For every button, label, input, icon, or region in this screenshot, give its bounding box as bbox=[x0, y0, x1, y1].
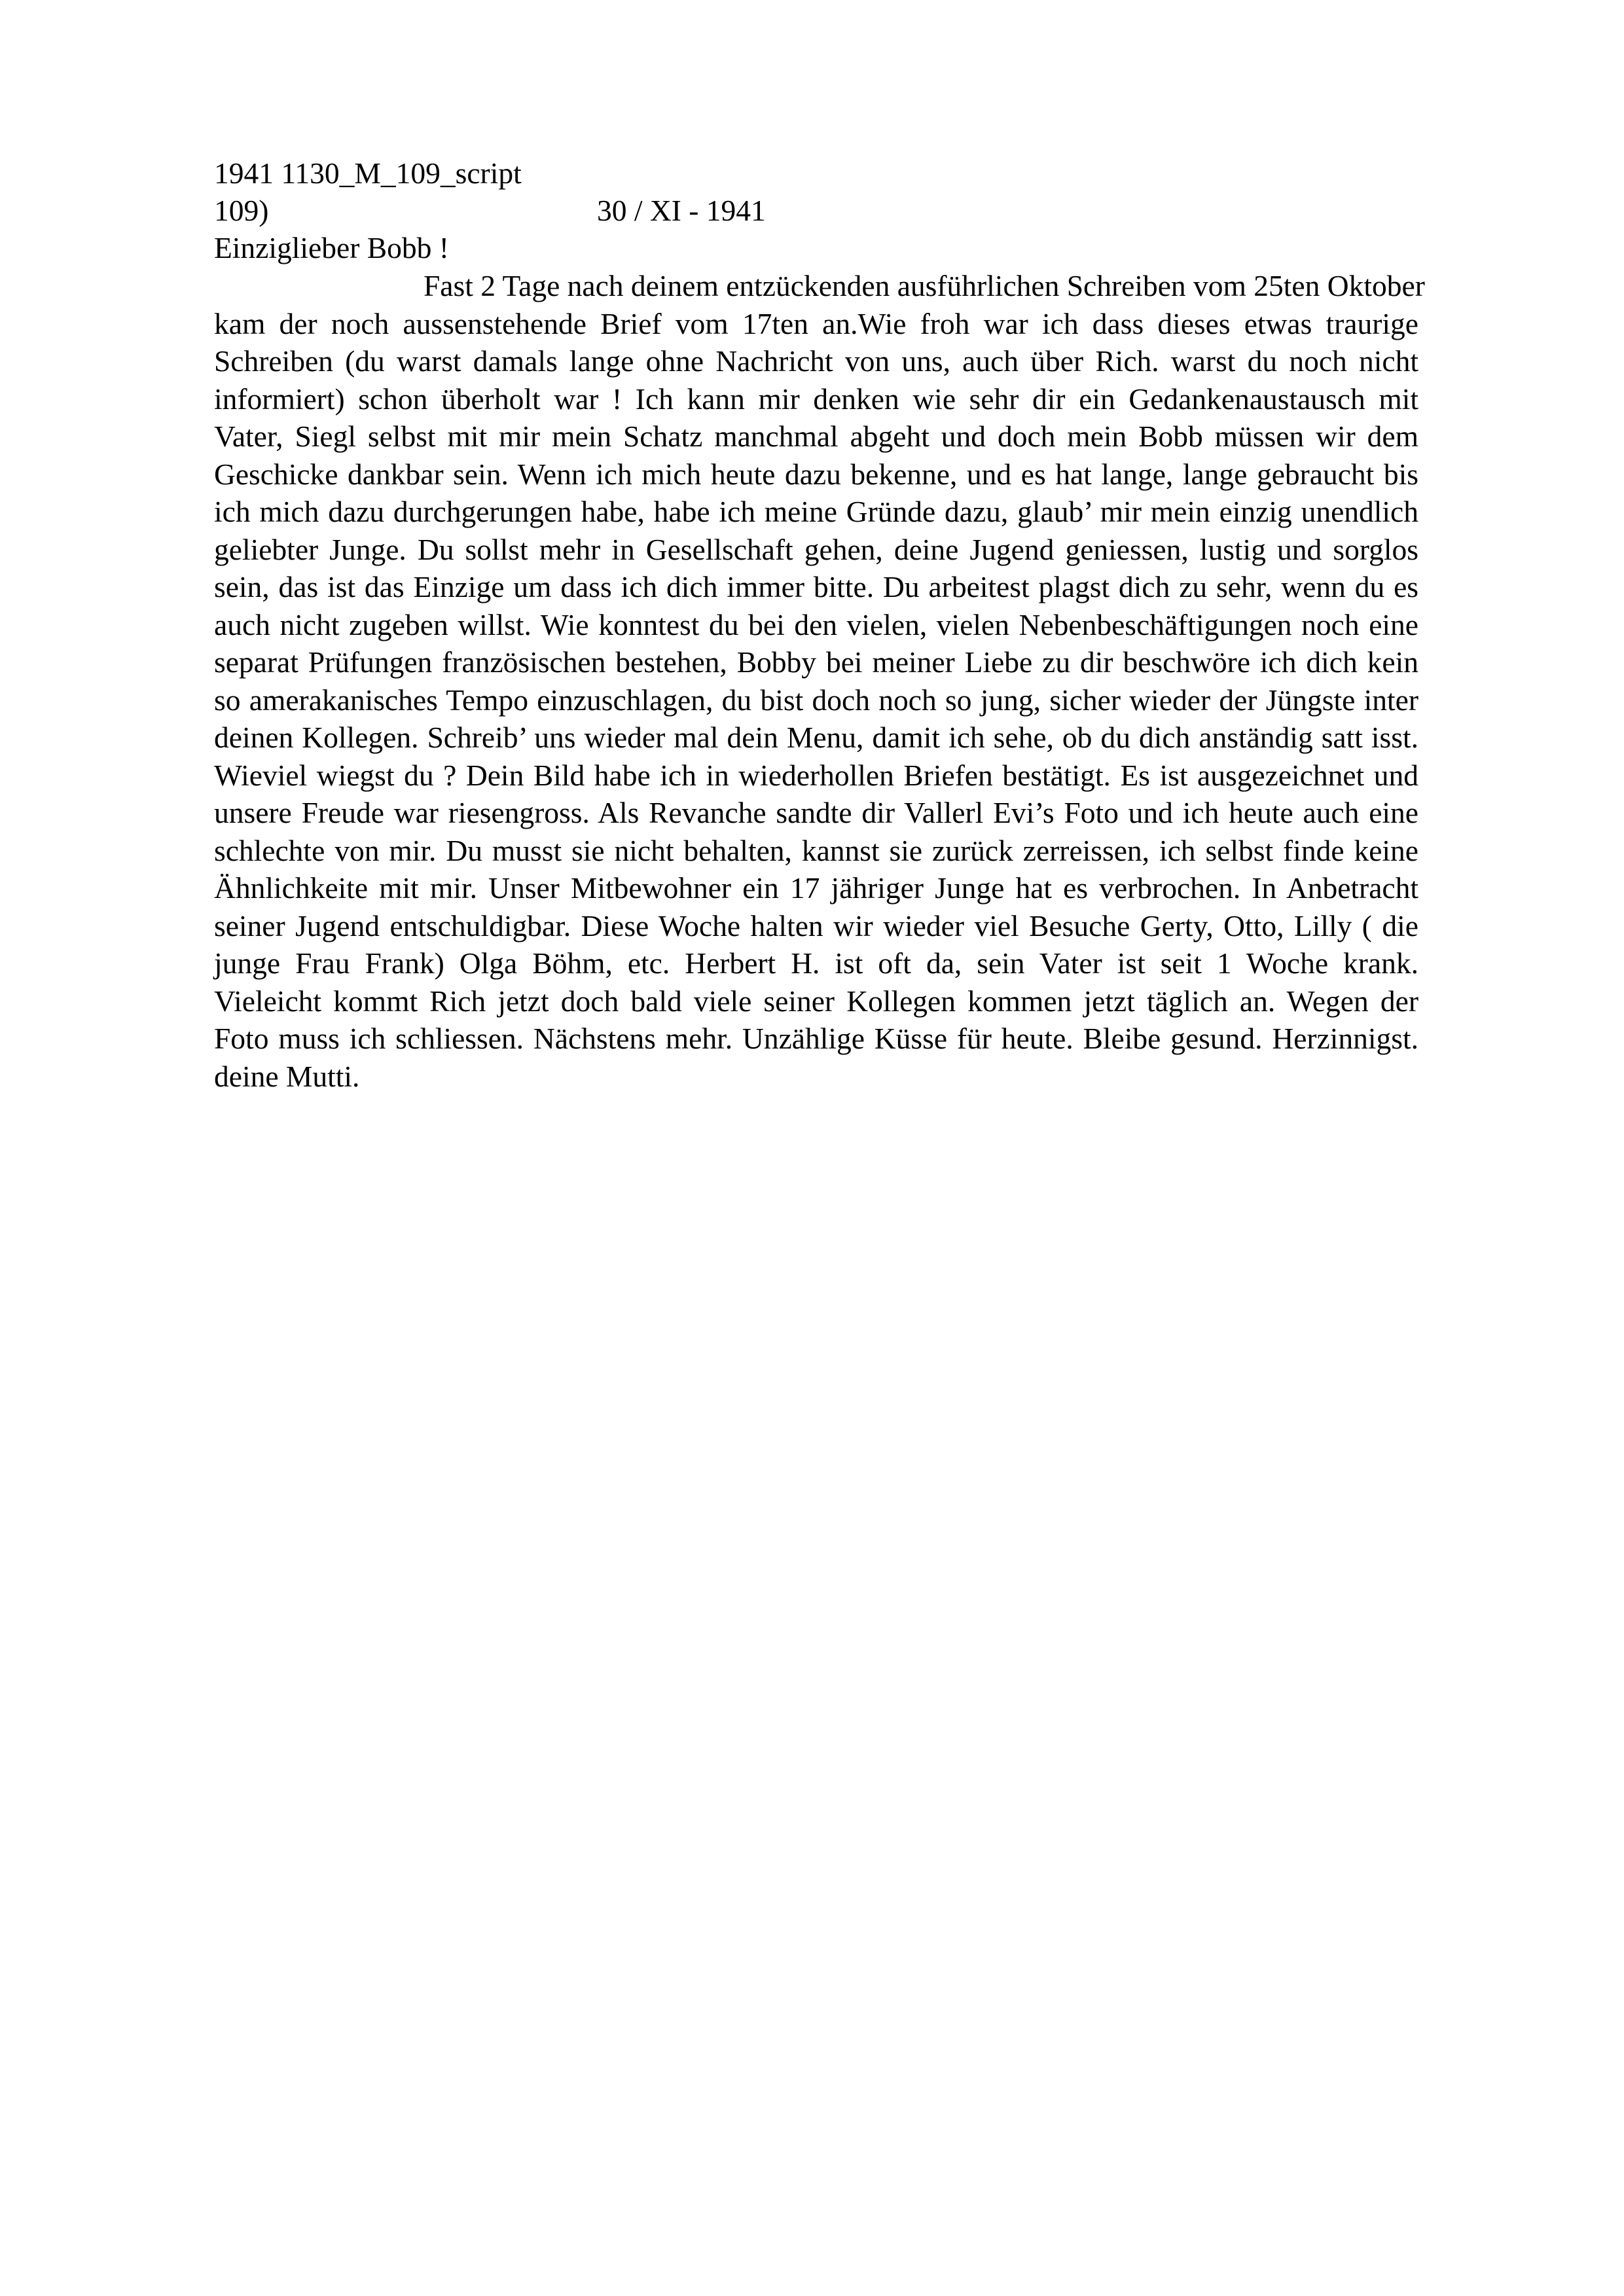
body-line: so amerakanisches Tempo einzuschlagen, du bist doch noch so jung, sicher wieder der Jüngste inter bbox=[214, 683, 1418, 717]
closing-signature: deine Mutti. bbox=[214, 1059, 360, 1093]
letter-body bbox=[214, 267, 1425, 1095]
body-line: Foto muss ich schliessen. Nächstens mehr. Unzählige Küsse für heute. Bleibe gesund. Herzinnigst. bbox=[214, 1022, 1418, 1055]
body-line: separat Prüfungen französischen bestehen, Bobby bei meiner Liebe zu dir beschwöre ich dich kein bbox=[214, 645, 1418, 679]
body-line: auch nicht zugeben willst. Wie konntest du bei den vielen, vielen Nebenbeschäftigungen noch eine bbox=[214, 607, 1418, 641]
body-line: sein, das ist das Einzige um dass ich dich immer bitte. Du arbeitest plagst dich zu sehr, wenn du es bbox=[214, 570, 1418, 603]
body-line: geliebter Junge. Du sollst mehr in Gesellschaft gehen, deine Jugend geniessen, lustig und sorglos bbox=[214, 532, 1418, 566]
body-line: seiner Jugend entschuldigbar. Diese Woche halten wir wieder viel Besuche Gerty, Otto, Lilly ( die bbox=[214, 908, 1418, 942]
body-line: schlechte von mir. Du musst sie nicht behalten, kannst sie zurück zerreissen, ich selbst finde keine bbox=[214, 833, 1418, 867]
body-line: Geschicke dankbar sein. Wenn ich mich heute dazu bekenne, und es hat lange, lange gebraucht bis bbox=[214, 457, 1418, 491]
letter-meta-line bbox=[214, 192, 1523, 230]
body-line: Vater, Siegl selbst mit mir mein Schatz manchmal abgeht und doch mein Bobb müssen wir dem bbox=[214, 420, 1418, 453]
document-header: 1941 1130_M_109_script bbox=[214, 156, 522, 190]
body-line: junge Frau Frank) Olga Böhm, etc. Herbert H. ist oft da, sein Vater ist seit 1 Woche krank. bbox=[214, 946, 1418, 980]
body-line: Fast 2 Tage nach deinem entzückenden ausführlichen Schreiben vom 25ten Oktober bbox=[424, 269, 1425, 302]
salutation: Einziglieber Bobb ! bbox=[214, 231, 449, 264]
body-line: deinen Kollegen. Schreib’ uns wieder mal dein Menu, damit ich sehe, ob du dich anständig satt isst. bbox=[214, 721, 1418, 754]
body-line: Wieviel wiegst du ? Dein Bild habe ich in wiederhollen Briefen bestätigt. Es ist ausgezeichnet und bbox=[214, 758, 1418, 792]
body-line: kam der noch aussenstehende Brief vom 17ten an.Wie froh war ich dass dieses etwas traurige bbox=[214, 306, 1418, 340]
letter-number: 109) bbox=[214, 194, 269, 227]
body-line: ich mich dazu durchgerungen habe, habe ich meine Gründe dazu, glaub’ mir mein einzig unendlich bbox=[214, 495, 1418, 528]
body-line: Schreiben (du warst damals lange ohne Nachricht von uns, auch über Rich. warst du noch nicht bbox=[214, 344, 1418, 378]
body-line: Ähnlichkeite mit mir. Unser Mitbewohner ein 17 jähriger Junge hat es verbrochen. In Anbetracht bbox=[214, 871, 1418, 905]
body-line: unsere Freude war riesengross. Als Revanche sandte dir Vallerl Evi’s Foto und ich heute auch eine bbox=[214, 796, 1418, 829]
body-line: informiert) schon überholt war ! Ich kann mir denken wie sehr dir ein Gedankenaustausch mit bbox=[214, 382, 1418, 416]
letter-date: 30 / XI - 1941 bbox=[597, 194, 766, 227]
body-line: Vieleicht kommt Rich jetzt doch bald viele seiner Kollegen kommen jetzt täglich an. Wegen der bbox=[214, 984, 1418, 1018]
